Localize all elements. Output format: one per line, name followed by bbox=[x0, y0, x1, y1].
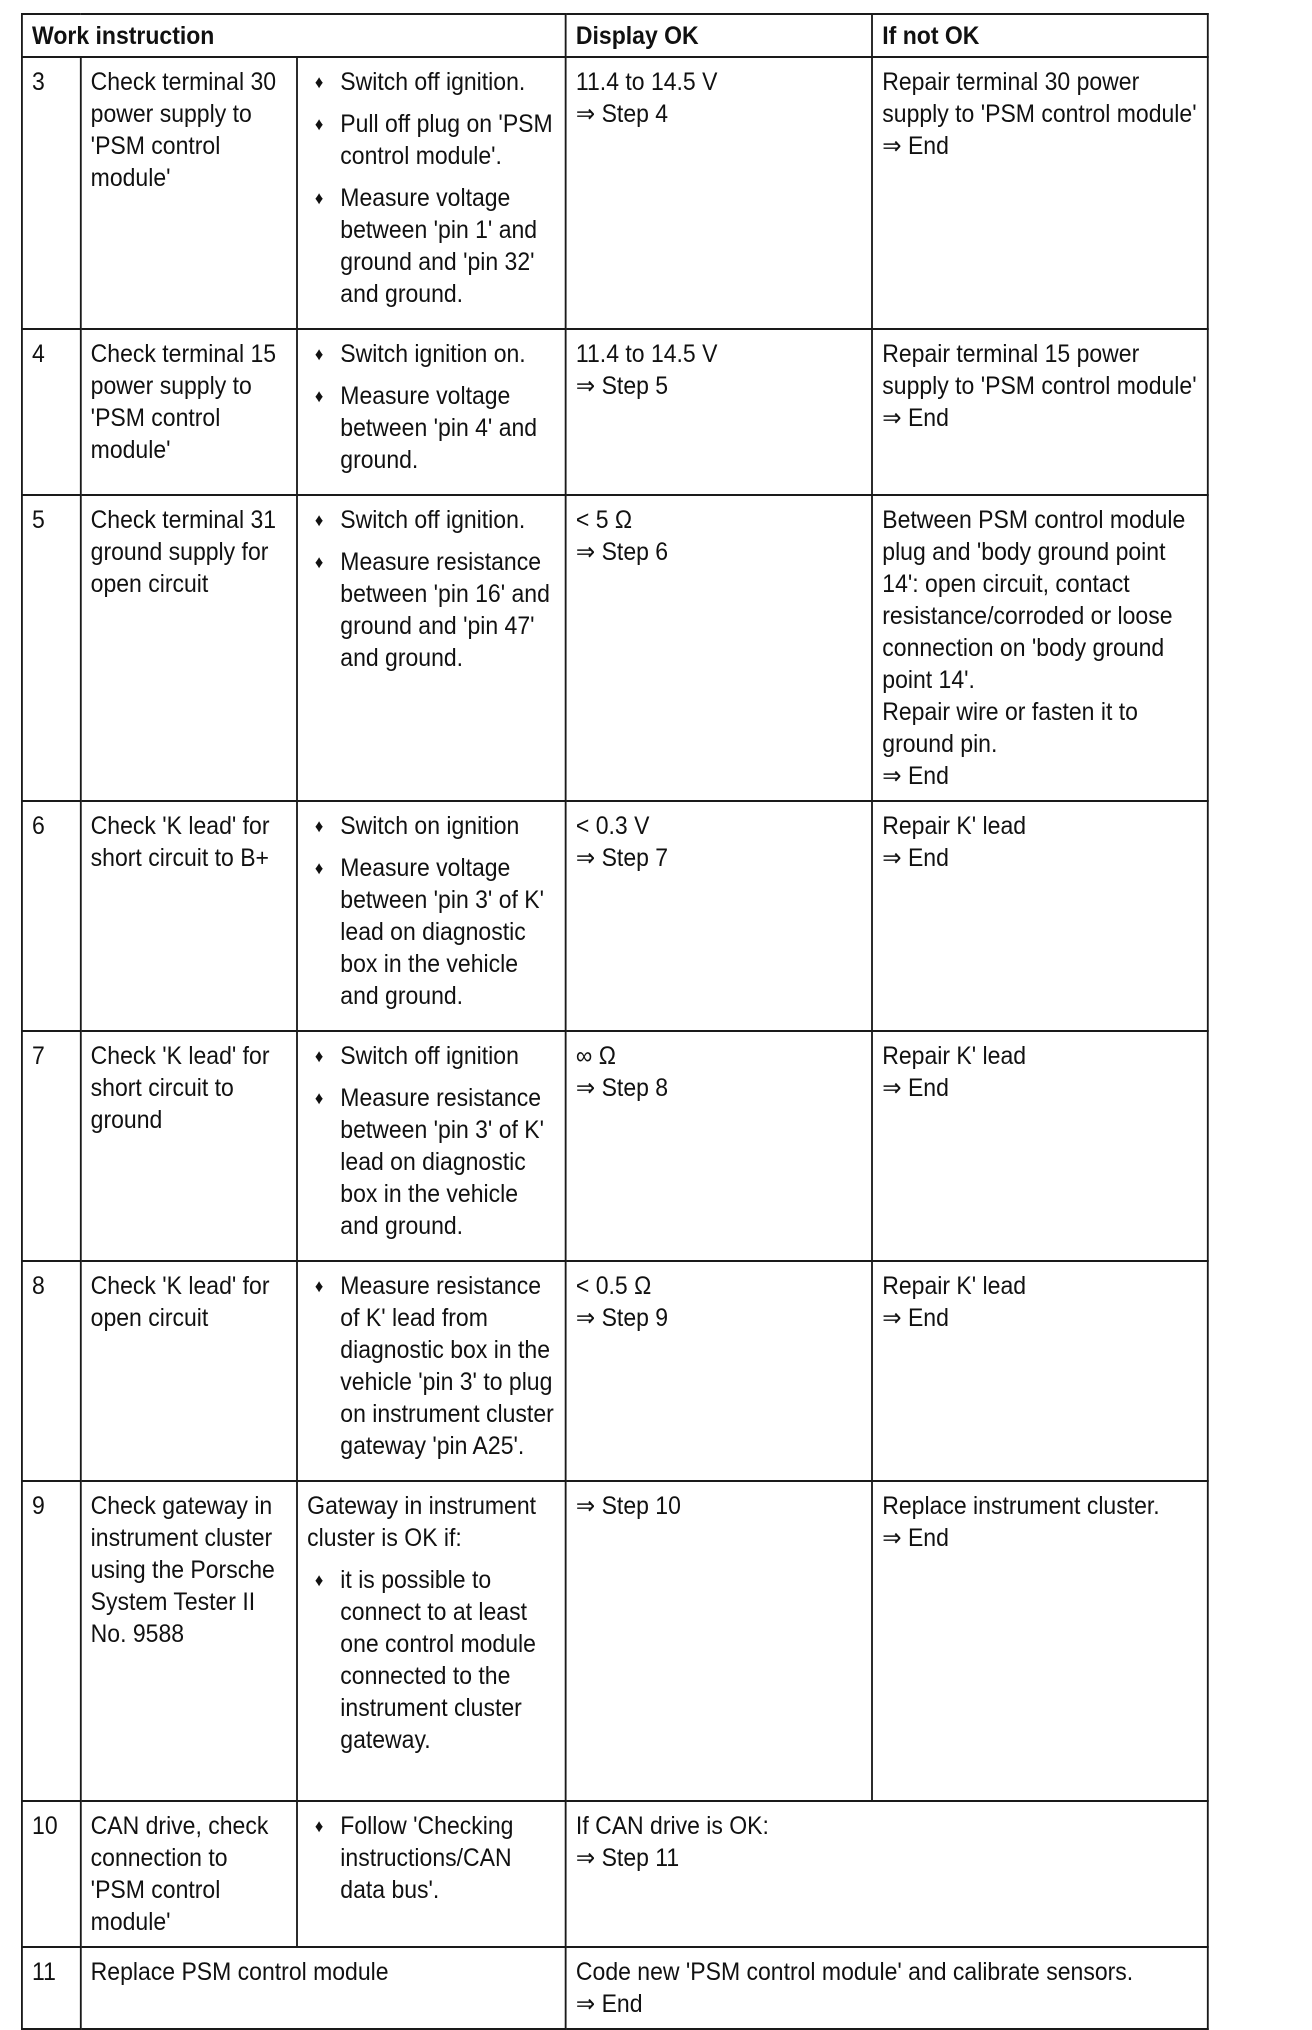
if-not-ok-cell bbox=[872, 57, 1208, 329]
ok-line: ⇒ Step 8 bbox=[575, 1074, 669, 1102]
not-ok-line: Repair K' lead bbox=[882, 1042, 1027, 1070]
ok-line: ⇒ Step 5 bbox=[575, 372, 669, 400]
action-text: Measure resistance between 'pin 16' and ground and 'pin 47' and ground. bbox=[340, 548, 550, 672]
action-cell bbox=[297, 57, 566, 329]
bullet-icon: ♦ bbox=[314, 1088, 324, 1108]
table-row bbox=[22, 495, 1208, 801]
action-text: Switch off ignition. bbox=[340, 506, 526, 534]
action-text: Measure voltage between 'pin 3' of K' lead on diagnostic box in the vehicle and ground. bbox=[340, 854, 545, 1010]
bullet-icon: ♦ bbox=[314, 386, 324, 406]
step-number: 10 bbox=[22, 1801, 81, 1947]
check-description: Check terminal 30 power supply to 'PSM control module' bbox=[81, 57, 298, 329]
action-item bbox=[307, 810, 556, 842]
bullet-icon: ♦ bbox=[314, 1816, 324, 1836]
bullet-icon: ♦ bbox=[314, 344, 324, 364]
check-description: CAN drive, check connection to 'PSM control module' bbox=[81, 1801, 298, 1947]
ok-line: < 0.5 Ω bbox=[575, 1272, 652, 1300]
check-description: Check terminal 15 power supply to 'PSM control module' bbox=[81, 329, 298, 495]
action-cell bbox=[297, 1031, 566, 1261]
action-item bbox=[307, 1270, 556, 1462]
table-row bbox=[22, 1481, 1208, 1801]
result-line: ⇒ Step 11 bbox=[575, 1844, 680, 1872]
step-number: 6 bbox=[22, 801, 81, 1031]
action-item bbox=[307, 1040, 556, 1072]
action-cell bbox=[297, 1481, 566, 1801]
action-text: Switch off ignition. bbox=[340, 68, 526, 96]
not-ok-line: Replace instrument cluster. bbox=[882, 1492, 1160, 1520]
action-text: Measure resistance of K' lead from diagnostic box in the vehicle 'pin 3' to plug on instrument cluster gateway 'pin A25'. bbox=[340, 1272, 554, 1460]
table-row bbox=[22, 1947, 1208, 2029]
not-ok-line: ⇒ End bbox=[882, 1074, 949, 1102]
action-item bbox=[307, 546, 556, 674]
ok-line: ∞ Ω bbox=[575, 1042, 616, 1070]
if-not-ok-cell bbox=[872, 1031, 1208, 1261]
display-ok-cell bbox=[566, 801, 872, 1031]
action-text: Measure resistance between 'pin 3' of K' lead on diagnostic box in the vehicle and ground. bbox=[340, 1084, 545, 1240]
action-item bbox=[307, 1082, 556, 1242]
check-description: Check 'K lead' for short circuit to B+ bbox=[81, 801, 298, 1031]
check-description: Check gateway in instrument cluster using the Porsche System Tester II No. 9588 bbox=[81, 1481, 298, 1801]
ok-line: 11.4 to 14.5 V bbox=[575, 68, 718, 96]
if-not-ok-cell bbox=[872, 329, 1208, 495]
action-item bbox=[307, 504, 556, 536]
not-ok-line: ⇒ End bbox=[882, 132, 949, 160]
not-ok-line: Repair K' lead bbox=[882, 1272, 1027, 1300]
ok-line: < 5 Ω bbox=[575, 506, 633, 534]
bullet-icon: ♦ bbox=[314, 188, 324, 208]
if-not-ok-cell bbox=[872, 495, 1208, 801]
bullet-icon: ♦ bbox=[314, 816, 324, 836]
ok-line: 11.4 to 14.5 V bbox=[575, 340, 718, 368]
bullet-icon: ♦ bbox=[314, 510, 324, 530]
not-ok-line: Repair terminal 30 power supply to 'PSM control module' bbox=[882, 68, 1197, 128]
result-cell bbox=[566, 1801, 1208, 1947]
ok-line: ⇒ Step 6 bbox=[575, 538, 669, 566]
check-description: Check 'K lead' for short circuit to ground bbox=[81, 1031, 298, 1261]
header-if-not-ok: If not OK bbox=[872, 14, 1208, 57]
table-row bbox=[22, 1801, 1208, 1947]
step-number: 4 bbox=[22, 329, 81, 495]
not-ok-line: ⇒ End bbox=[882, 404, 949, 432]
action-cell bbox=[297, 1801, 566, 1947]
step-number: 3 bbox=[22, 57, 81, 329]
display-ok-cell bbox=[566, 329, 872, 495]
display-ok-cell bbox=[566, 495, 872, 801]
table-row bbox=[22, 329, 1208, 495]
action-item bbox=[307, 1564, 556, 1756]
action-item bbox=[307, 108, 556, 172]
header-work-instruction: Work instruction bbox=[22, 14, 566, 57]
step-number: 9 bbox=[22, 1481, 81, 1801]
check-description: Replace PSM control module bbox=[81, 1947, 566, 2029]
action-intro: Gateway in instrument cluster is OK if: bbox=[307, 1492, 536, 1552]
ok-line: ⇒ Step 10 bbox=[575, 1492, 681, 1520]
action-item bbox=[307, 1810, 556, 1906]
bullet-icon: ♦ bbox=[314, 114, 324, 134]
display-ok-cell bbox=[566, 1481, 872, 1801]
step-number: 11 bbox=[22, 1947, 81, 2029]
not-ok-line: ⇒ End bbox=[882, 844, 949, 872]
not-ok-line: Between PSM control module plug and 'body ground point 14': open circuit, contact resistance/corroded or loose connection on 'body ground point 14'. bbox=[882, 506, 1186, 694]
action-item bbox=[307, 182, 556, 310]
action-text: Pull off plug on 'PSM control module'. bbox=[340, 110, 553, 170]
step-number: 5 bbox=[22, 495, 81, 801]
table-row bbox=[22, 801, 1208, 1031]
action-cell bbox=[297, 329, 566, 495]
action-cell bbox=[297, 801, 566, 1031]
bullet-icon: ♦ bbox=[314, 858, 324, 878]
ok-line: ⇒ Step 4 bbox=[575, 100, 669, 128]
action-item bbox=[307, 852, 556, 1012]
if-not-ok-cell bbox=[872, 1481, 1208, 1801]
not-ok-line: ⇒ End bbox=[882, 1304, 949, 1332]
result-line: Code new 'PSM control module' and calibrate sensors. bbox=[575, 1958, 1134, 1986]
check-description: Check 'K lead' for open circuit bbox=[81, 1261, 298, 1481]
step-number: 7 bbox=[22, 1031, 81, 1261]
table-row bbox=[22, 1261, 1208, 1481]
not-ok-line: Repair K' lead bbox=[882, 812, 1027, 840]
check-description: Check terminal 31 ground supply for open circuit bbox=[81, 495, 298, 801]
table-row bbox=[22, 57, 1208, 329]
not-ok-line: ⇒ End bbox=[882, 1524, 949, 1552]
not-ok-line: ⇒ End bbox=[882, 762, 949, 790]
bullet-icon: ♦ bbox=[314, 1570, 324, 1590]
display-ok-cell bbox=[566, 57, 872, 329]
header-display-ok: Display OK bbox=[566, 14, 872, 57]
work-instruction-table bbox=[21, 13, 1209, 2030]
bullet-icon: ♦ bbox=[314, 1276, 324, 1296]
action-cell bbox=[297, 1261, 566, 1481]
action-text: Switch on ignition bbox=[340, 812, 520, 840]
result-line: ⇒ End bbox=[575, 1990, 643, 2018]
result-cell bbox=[566, 1947, 1208, 2029]
bullet-icon: ♦ bbox=[314, 552, 324, 572]
ok-line: ⇒ Step 7 bbox=[575, 844, 669, 872]
step-number: 8 bbox=[22, 1261, 81, 1481]
not-ok-line: Repair wire or fasten it to ground pin. bbox=[882, 698, 1138, 758]
bullet-icon: ♦ bbox=[314, 72, 324, 92]
action-text: Measure voltage between 'pin 4' and ground. bbox=[340, 382, 538, 474]
header-row bbox=[22, 14, 1208, 57]
if-not-ok-cell bbox=[872, 1261, 1208, 1481]
ok-line: ⇒ Step 9 bbox=[575, 1304, 669, 1332]
not-ok-line: Repair terminal 15 power supply to 'PSM control module' bbox=[882, 340, 1197, 400]
action-text: Follow 'Checking instructions/CAN data bus'. bbox=[340, 1812, 514, 1904]
action-item bbox=[307, 380, 556, 476]
if-not-ok-cell bbox=[872, 801, 1208, 1031]
action-text: it is possible to connect to at least one control module connected to the instrument cluster gateway. bbox=[340, 1566, 536, 1754]
table-row bbox=[22, 1031, 1208, 1261]
action-text: Switch off ignition bbox=[340, 1042, 519, 1070]
ok-line: < 0.3 V bbox=[575, 812, 650, 840]
action-cell bbox=[297, 495, 566, 801]
action-text: Measure voltage between 'pin 1' and ground and 'pin 32' and ground. bbox=[340, 184, 538, 308]
action-text: Switch ignition on. bbox=[340, 340, 526, 368]
display-ok-cell bbox=[566, 1261, 872, 1481]
action-item bbox=[307, 338, 556, 370]
bullet-icon: ♦ bbox=[314, 1046, 324, 1066]
action-item bbox=[307, 66, 556, 98]
display-ok-cell bbox=[566, 1031, 872, 1261]
result-line: If CAN drive is OK: bbox=[575, 1812, 769, 1840]
